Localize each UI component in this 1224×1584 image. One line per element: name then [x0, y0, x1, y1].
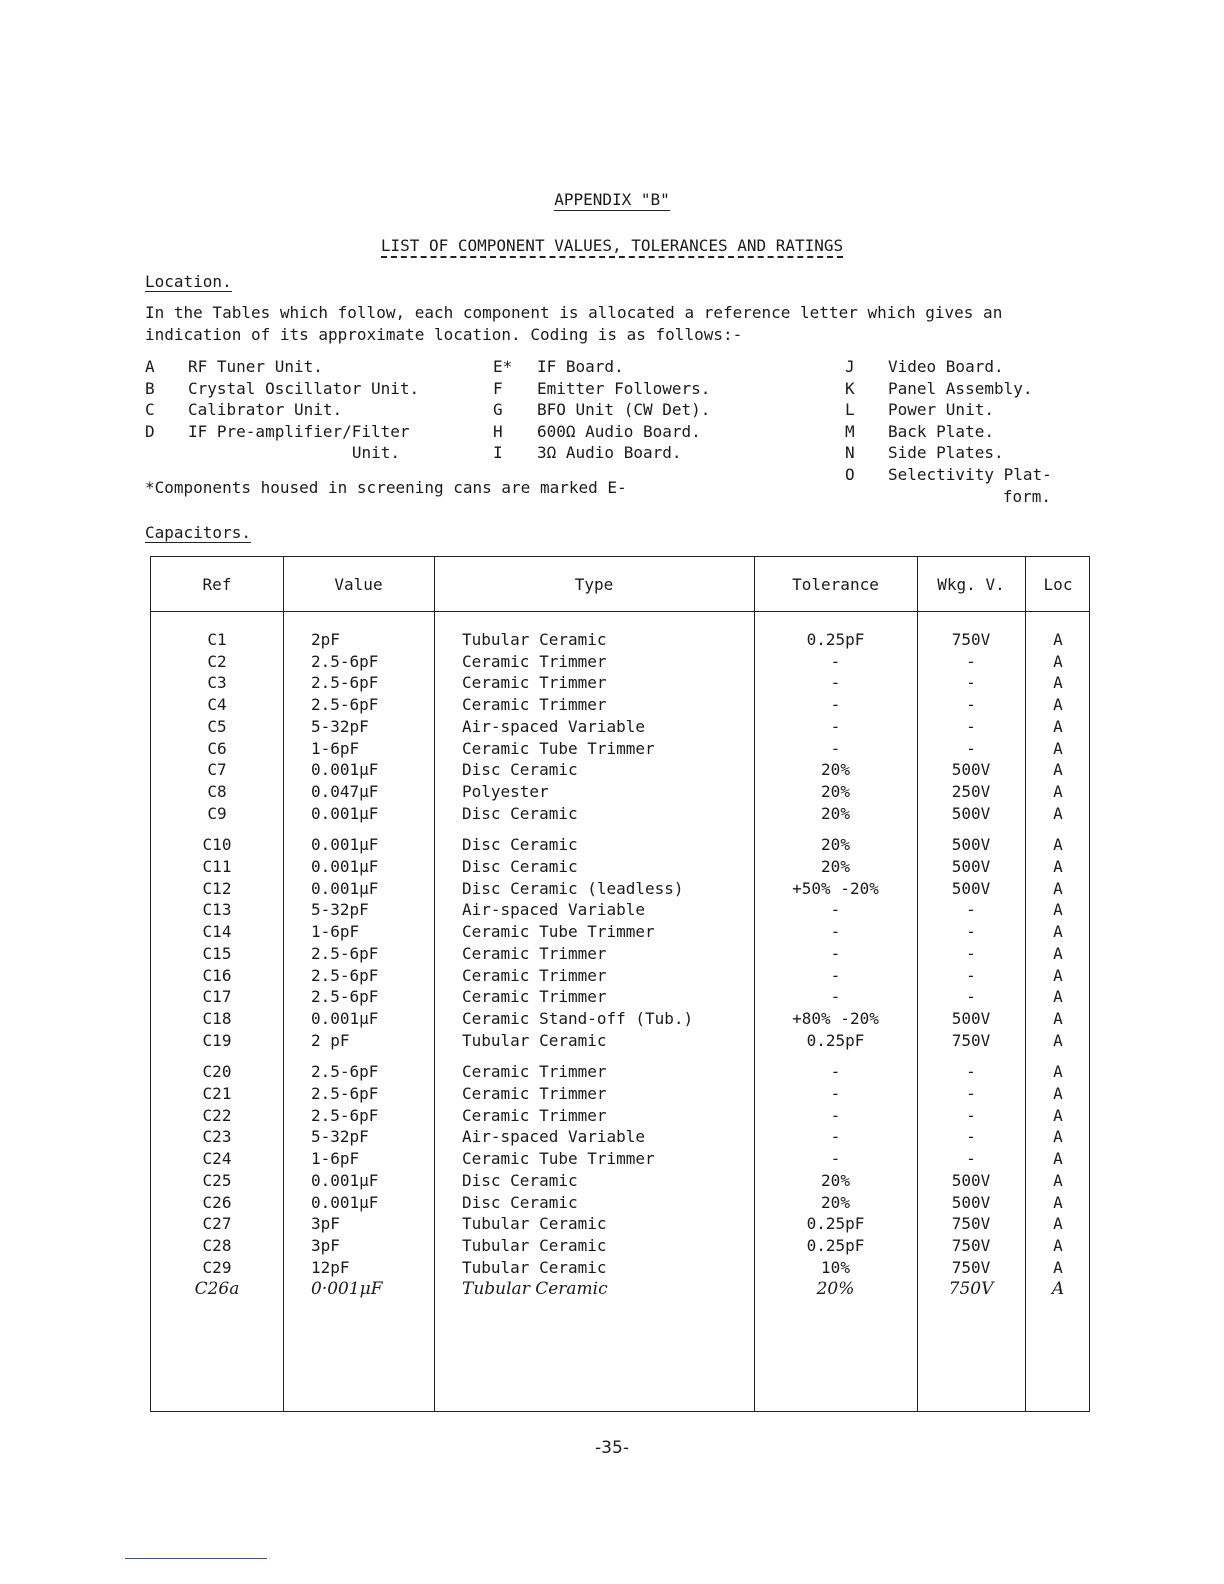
cell-type: Air-spaced Variable — [462, 1127, 646, 1147]
cell-tolerance: - — [830, 922, 841, 942]
cell-value: 1-6pF — [311, 922, 360, 942]
cell-type: Tubular Ceramic — [462, 1214, 607, 1234]
cell-tolerance: +50% -20% — [792, 878, 879, 898]
location-code-description: BFO Unit (CW Det). — [537, 400, 711, 420]
cell-loc: A — [1053, 965, 1063, 985]
cell-wkg-v: - — [966, 900, 976, 920]
table-row — [151, 1061, 1091, 1083]
location-code-description: 3Ω Audio Board. — [537, 443, 682, 463]
cell-ref: C24 — [202, 1149, 232, 1169]
cell-type: Ceramic Trimmer — [462, 1084, 607, 1103]
cell-wkg-v: 750V — [951, 1257, 991, 1277]
cell-wkg-v: 750V — [951, 1214, 991, 1234]
cell-loc: A — [1053, 1192, 1063, 1212]
location-code-description: Crystal Oscillator Unit. — [188, 378, 420, 398]
table-row — [151, 1148, 1091, 1170]
cell-tolerance: 20% — [821, 803, 850, 823]
location-code-description: Panel Assembly. — [888, 378, 1033, 398]
header-rule — [151, 611, 1089, 612]
cell-loc: A — [1053, 1149, 1063, 1169]
cell-tolerance: - — [830, 673, 841, 693]
table-row — [151, 1105, 1091, 1127]
cell-loc: A — [1053, 1170, 1063, 1190]
cell-value: 2.5-6pF — [311, 651, 379, 671]
cell-ref: C17 — [202, 987, 232, 1007]
table-row — [151, 694, 1091, 716]
cell-tolerance: - — [830, 738, 841, 758]
cell-value: 1-6pF — [311, 738, 360, 758]
table-row — [151, 1008, 1091, 1030]
cell-wkg-v: 750V — [948, 1279, 994, 1300]
cell-type: Tubular Ceramic — [462, 1235, 607, 1255]
cell-value: 2 pF — [311, 1030, 350, 1050]
cell-tolerance: 20% — [821, 835, 850, 855]
cell-value: 2.5-6pF — [311, 1105, 379, 1125]
cell-value: 0·001μF — [311, 1279, 383, 1300]
cell-value: 2.5-6pF — [311, 1062, 379, 1082]
location-code-item — [145, 356, 405, 378]
cell-tolerance: - — [830, 1149, 841, 1169]
cell-ref: C26 — [202, 1192, 232, 1212]
capacitors-heading — [145, 523, 251, 542]
cell-tolerance: +80% -20% — [792, 1008, 879, 1028]
table-row — [151, 856, 1091, 878]
subtitle-text: LIST OF COMPONENT VALUES, TOLERANCES AND RATINGS — [381, 236, 843, 258]
table-row — [151, 1213, 1091, 1235]
location-code-letter: G — [493, 400, 503, 420]
cell-loc: A — [1053, 1235, 1063, 1255]
cell-loc: A — [1053, 1105, 1063, 1125]
cell-loc: A — [1053, 1257, 1063, 1277]
location-code-item — [493, 421, 753, 443]
cell-loc: A — [1053, 900, 1063, 920]
location-heading — [145, 272, 232, 291]
cell-loc: A — [1053, 1030, 1063, 1050]
table-row — [151, 716, 1091, 738]
location-heading-text: Location. — [145, 272, 232, 291]
cell-tolerance: 0.25pF — [806, 630, 865, 649]
location-code-item — [845, 421, 1105, 443]
location-code-description: form. — [1002, 486, 1051, 506]
location-code-description: Unit. — [351, 443, 400, 463]
cell-value: 0.047μF — [311, 781, 379, 801]
cell-wkg-v: - — [966, 1149, 976, 1169]
cell-ref: C3 — [207, 673, 227, 693]
cell-type: Ceramic Trimmer — [462, 695, 607, 715]
table-row — [151, 759, 1091, 781]
cell-tolerance: 0.25pF — [806, 1030, 865, 1050]
cell-ref: C11 — [202, 857, 232, 876]
location-code-item — [493, 356, 753, 378]
location-code-letter: H — [493, 421, 503, 441]
location-code-item — [845, 356, 1105, 378]
cell-loc: A — [1053, 857, 1063, 876]
cell-tolerance: - — [830, 943, 841, 963]
cell-ref: C25 — [202, 1170, 232, 1190]
cell-loc: A — [1053, 716, 1063, 736]
location-code-letter: F — [493, 378, 503, 398]
cell-wkg-v: - — [966, 1084, 976, 1103]
cell-type: Ceramic Tube Trimmer — [462, 738, 655, 758]
cell-tolerance: 20% — [821, 857, 850, 876]
cell-ref: C27 — [202, 1214, 232, 1234]
cell-type: Tubular Ceramic — [462, 1030, 607, 1050]
cell-ref: C22 — [202, 1105, 232, 1125]
table-row — [151, 1083, 1091, 1105]
cell-ref: C14 — [202, 922, 232, 942]
cell-wkg-v: 500V — [951, 1192, 991, 1212]
header-value: Value — [334, 575, 383, 594]
cell-value: 2.5-6pF — [311, 1084, 379, 1103]
location-code-item — [145, 378, 420, 400]
cell-value: 0.001μF — [311, 878, 379, 898]
cell-tolerance: 0.25pF — [806, 1235, 865, 1255]
cell-tolerance: 20% — [821, 1170, 850, 1190]
cell-value: 0.001μF — [311, 1008, 379, 1028]
cell-tolerance: - — [830, 1105, 841, 1125]
location-code-letter: J — [845, 357, 855, 376]
location-code-letter: K — [845, 378, 855, 398]
location-code-item — [845, 399, 1105, 421]
cell-value: 0.001μF — [311, 857, 379, 876]
cell-ref: C2 — [207, 651, 227, 671]
cell-type: Ceramic Stand-off (Tub.) — [462, 1008, 694, 1028]
cell-loc: A — [1051, 1279, 1065, 1300]
cell-type: Tubular Ceramic — [462, 630, 607, 649]
cell-ref: C9 — [207, 803, 227, 823]
location-code-description: Video Board. — [888, 357, 1004, 376]
cell-type: Disc Ceramic (leadless) — [462, 878, 684, 898]
table-row — [151, 1192, 1091, 1214]
cell-ref: C29 — [202, 1257, 232, 1277]
cell-value: 5-32pF — [311, 900, 369, 920]
cell-wkg-v: - — [966, 987, 976, 1007]
location-code-description: Power Unit. — [888, 400, 994, 420]
cell-loc: A — [1053, 1062, 1063, 1082]
location-code-letter: O — [845, 465, 855, 484]
cell-type: Tubular Ceramic — [462, 1279, 608, 1300]
cell-tolerance: 20% — [821, 1192, 850, 1212]
cell-wkg-v: - — [966, 922, 976, 942]
location-code-letter: I — [493, 443, 503, 463]
location-code-item — [145, 421, 410, 443]
table-row — [151, 651, 1091, 673]
cell-wkg-v: 750V — [951, 1235, 991, 1255]
capacitor-table — [150, 556, 1090, 1412]
cell-wkg-v: 750V — [951, 630, 991, 649]
cell-tolerance: 20% — [821, 781, 850, 801]
screening-footnote: *Components housed in screening cans are marked E- — [145, 478, 627, 497]
location-code-item — [493, 378, 753, 400]
cell-value: 12pF — [311, 1257, 350, 1277]
cell-wkg-v: - — [966, 651, 976, 671]
location-code-letter: E* — [493, 357, 513, 376]
cell-value: 0.001μF — [311, 803, 379, 823]
cell-loc: A — [1053, 738, 1063, 758]
cell-tolerance: - — [830, 1084, 841, 1103]
cell-wkg-v: 500V — [951, 878, 991, 898]
table-row — [151, 672, 1091, 694]
cell-loc: A — [1053, 803, 1063, 823]
table-row — [151, 899, 1091, 921]
cell-value: 2.5-6pF — [311, 965, 379, 985]
location-code-description: IF Board. — [537, 357, 624, 376]
location-code-description: Emitter Followers. — [537, 378, 711, 398]
cell-value: 2.5-6pF — [311, 695, 379, 715]
cell-value: 0.001μF — [311, 760, 379, 780]
cell-tolerance: 20% — [816, 1279, 855, 1300]
location-code-item — [145, 442, 405, 464]
cell-loc: A — [1053, 878, 1063, 898]
location-code-item — [845, 442, 1105, 464]
cell-type: Ceramic Trimmer — [462, 965, 607, 985]
cell-tolerance: - — [830, 987, 841, 1007]
cell-wkg-v: - — [966, 695, 976, 715]
cell-wkg-v: 250V — [951, 781, 991, 801]
cell-type: Disc Ceramic — [462, 1192, 578, 1212]
cell-type: Ceramic Trimmer — [462, 987, 607, 1007]
header-loc: Loc — [1043, 575, 1073, 594]
cell-type: Polyester — [462, 781, 549, 801]
location-code-description: Back Plate. — [888, 421, 994, 441]
header-ref: Ref — [202, 575, 232, 594]
table-row — [151, 986, 1091, 1008]
cell-wkg-v: 500V — [951, 803, 991, 823]
table-row — [151, 781, 1091, 803]
cell-type: Disc Ceramic — [462, 857, 578, 876]
cell-tolerance: - — [830, 716, 841, 736]
table-row — [151, 1170, 1091, 1192]
cell-value: 3pF — [311, 1214, 340, 1234]
cell-loc: A — [1053, 922, 1063, 942]
cell-value: 2.5-6pF — [311, 987, 379, 1007]
cell-wkg-v: - — [966, 1127, 976, 1147]
cell-type: Air-spaced Variable — [462, 900, 646, 920]
cell-type: Disc Ceramic — [462, 835, 578, 855]
cell-loc: A — [1053, 1127, 1063, 1147]
table-row — [151, 1030, 1091, 1052]
location-code-description: 600Ω Audio Board. — [537, 421, 701, 441]
cell-loc: A — [1053, 835, 1063, 855]
page-subtitle — [0, 236, 1224, 255]
cell-type: Air-spaced Variable — [462, 716, 646, 736]
cell-value: 2.5-6pF — [311, 943, 379, 963]
cell-ref: C5 — [207, 716, 227, 736]
table-row — [151, 921, 1091, 943]
cell-ref: C13 — [202, 900, 232, 920]
location-code-description: Side Plates. — [888, 443, 1004, 463]
cell-wkg-v: 500V — [951, 1170, 991, 1190]
cell-loc: A — [1053, 760, 1063, 780]
cell-type: Ceramic Trimmer — [462, 651, 607, 671]
cell-type: Disc Ceramic — [462, 803, 578, 823]
cell-ref: C26a — [194, 1279, 240, 1300]
table-row — [151, 943, 1091, 965]
cell-tolerance: 20% — [821, 760, 850, 780]
cell-tolerance: - — [830, 651, 841, 671]
cell-value: 0.001μF — [311, 835, 379, 855]
cell-tolerance: - — [830, 1062, 841, 1082]
cell-tolerance: - — [830, 1127, 841, 1147]
table-row — [151, 629, 1091, 651]
cell-ref: C12 — [202, 878, 232, 898]
header-tolerance: Tolerance — [792, 575, 879, 594]
location-code-item — [145, 399, 405, 421]
capacitors-heading-text: Capacitors. — [145, 523, 251, 542]
cell-wkg-v: 500V — [951, 760, 991, 780]
cell-value: 1-6pF — [311, 1149, 360, 1169]
location-code-item — [845, 486, 1105, 508]
intro-paragraph: In the Tables which follow, each component is allocated a reference letter which gives an indication of its approximate location. Coding is as follows:- — [145, 303, 1003, 344]
table-row — [151, 1257, 1091, 1279]
cell-ref: C15 — [202, 943, 232, 963]
location-code-item — [845, 464, 1105, 486]
cell-tolerance: - — [830, 695, 841, 715]
cell-loc: A — [1053, 695, 1063, 715]
cell-type: Ceramic Tube Trimmer — [462, 1149, 655, 1169]
cell-type: Ceramic Tube Trimmer — [462, 922, 655, 942]
cell-tolerance: - — [830, 965, 841, 985]
cell-loc: A — [1053, 781, 1063, 801]
appendix-title — [0, 190, 1224, 209]
cell-value: 2pF — [311, 630, 340, 649]
cell-wkg-v: 500V — [951, 835, 991, 855]
cell-loc: A — [1053, 630, 1063, 649]
location-code-letter: D — [145, 421, 155, 441]
cell-wkg-v: - — [966, 1105, 976, 1125]
cell-value: 3pF — [311, 1235, 340, 1255]
location-code-description: RF Tuner Unit. — [188, 357, 323, 376]
cell-ref: C16 — [202, 965, 232, 985]
location-code-description: Selectivity Plat- — [888, 465, 1052, 484]
cell-loc: A — [1053, 651, 1063, 671]
location-code-item — [845, 378, 1105, 400]
cell-loc: A — [1053, 1214, 1063, 1234]
cell-ref: C28 — [202, 1235, 232, 1255]
cell-wkg-v: - — [966, 965, 976, 985]
location-code-letter: M — [845, 421, 855, 441]
table-row — [151, 803, 1091, 825]
cell-wkg-v: - — [966, 716, 976, 736]
cell-ref: C23 — [202, 1127, 232, 1147]
cell-wkg-v: - — [966, 673, 976, 693]
location-code-letter: L — [845, 400, 855, 420]
cell-ref: C20 — [202, 1062, 232, 1082]
location-code-letter: B — [145, 378, 155, 398]
cell-wkg-v: - — [966, 738, 976, 758]
cell-wkg-v: - — [966, 943, 976, 963]
cell-ref: C18 — [202, 1008, 232, 1028]
cell-type: Ceramic Trimmer — [462, 673, 607, 693]
location-code-letter: N — [845, 443, 855, 463]
cell-ref: C8 — [207, 781, 227, 801]
cell-ref: C19 — [202, 1030, 232, 1050]
cell-value: 5-32pF — [311, 1127, 369, 1147]
footer-rule — [125, 1558, 267, 1559]
table-row — [151, 1235, 1091, 1257]
cell-ref: C6 — [207, 738, 227, 758]
cell-wkg-v: 750V — [951, 1030, 991, 1050]
location-code-item — [493, 399, 753, 421]
cell-ref: C1 — [207, 630, 227, 649]
cell-tolerance: 0.25pF — [806, 1214, 865, 1234]
cell-loc: A — [1053, 987, 1063, 1007]
cell-value: 2.5-6pF — [311, 673, 379, 693]
cell-type: Ceramic Trimmer — [462, 1062, 607, 1082]
table-row — [151, 965, 1091, 987]
location-code-letter: C — [145, 400, 155, 420]
cell-value: 5-32pF — [311, 716, 369, 736]
cell-value: 0.001μF — [311, 1170, 379, 1190]
cell-wkg-v: 500V — [951, 1008, 991, 1028]
cell-type: Ceramic Trimmer — [462, 1105, 607, 1125]
cell-tolerance: - — [830, 900, 841, 920]
header-wkg-v: Wkg. V. — [937, 575, 1005, 594]
cell-type: Disc Ceramic — [462, 760, 578, 780]
location-code-letter: A — [145, 357, 155, 376]
table-row — [151, 878, 1091, 900]
location-code-item — [493, 442, 753, 464]
cell-ref: C7 — [207, 760, 227, 780]
cell-loc: A — [1053, 943, 1063, 963]
table-row — [151, 1126, 1091, 1148]
cell-tolerance: 10% — [821, 1257, 850, 1277]
cell-wkg-v: - — [966, 1062, 976, 1082]
cell-ref: C4 — [207, 695, 227, 715]
cell-type: Disc Ceramic — [462, 1170, 578, 1190]
cell-loc: A — [1053, 1008, 1063, 1028]
location-code-description: Calibrator Unit. — [188, 400, 343, 420]
table-row — [151, 834, 1091, 856]
location-code-description: IF Pre-amplifier/Filter — [188, 421, 410, 441]
cell-type: Ceramic Trimmer — [462, 943, 607, 963]
cell-loc: A — [1053, 673, 1063, 693]
cell-ref: C21 — [202, 1084, 232, 1103]
cell-value: 0.001μF — [311, 1192, 379, 1212]
cell-type: Tubular Ceramic — [462, 1257, 607, 1277]
cell-wkg-v: 500V — [951, 857, 991, 876]
page-number: -35- — [595, 1438, 629, 1458]
header-type: Type — [574, 575, 614, 594]
table-row — [151, 738, 1091, 760]
cell-loc: A — [1053, 1084, 1063, 1103]
cell-ref: C10 — [202, 835, 232, 855]
table-row — [151, 1278, 1091, 1300]
appendix-title-text: APPENDIX "B" — [554, 190, 670, 209]
